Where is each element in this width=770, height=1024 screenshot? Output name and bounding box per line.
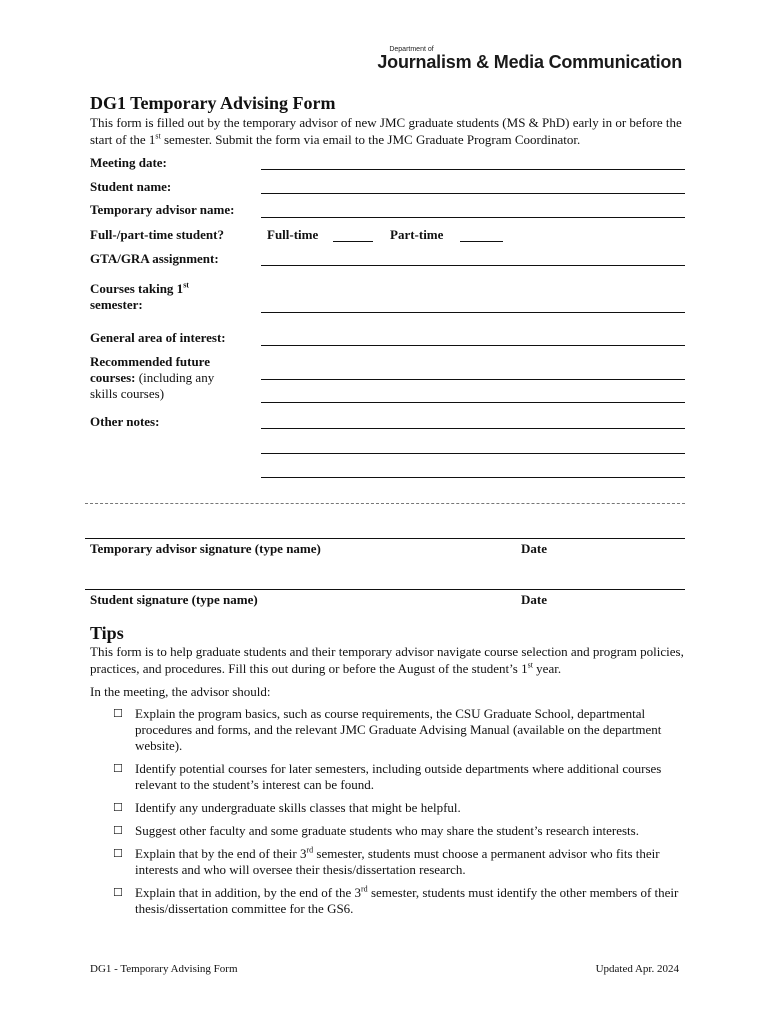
checkbox-icon[interactable]: ☐ [113,801,123,814]
list-item: ☐ Identify any undergraduate skills classes that might be helpful. [113,800,461,815]
form-title: DG1 Temporary Advising Form [90,93,336,113]
other-notes-label: Other notes: [90,414,160,429]
courses-label: Courses taking 1st semester: [90,280,189,312]
general-area-field[interactable] [261,345,685,346]
logo-department-of: Department of [389,46,434,53]
temp-advisor-label: Temporary advisor name: [90,202,235,217]
checkbox-icon[interactable]: ☐ [113,886,123,899]
list-item: ☐ Explain the program basics, such as course requirements, the CSU Graduate School, departmental procedures and forms, and the relevant JMC Graduate Advising Manual (available on the department website). [113,706,662,753]
gta-gra-label: GTA/GRA assignment: [90,251,219,266]
checkbox-icon[interactable]: ☐ [113,762,123,775]
full-time-label: Full-time [267,227,319,242]
list-item: ☐ Identify potential courses for later semesters, including outside departments where additional courses relevant to the student’s interest can be found. [113,761,662,792]
checkbox-icon[interactable]: ☐ [113,847,123,860]
department-logo [377,46,682,71]
tips-heading: Tips [90,623,124,643]
meeting-date-label: Meeting date: [90,155,167,170]
other-notes-field-1[interactable] [261,428,685,429]
section-divider [85,503,685,504]
courses-field[interactable] [261,312,685,313]
full-time-field[interactable] [333,241,373,242]
logo-jmc: Journalism & Media Communication [377,52,682,72]
form-intro: This form is filled out by the temporary advisor of new JMC graduate students (MS & PhD) early in or before the start of the 1st semester. Submit the form via email to the JMC Graduate Program Coordinator. [90,115,682,147]
student-signature-label: Student signature (type name) [90,592,258,607]
advisor-signature-field[interactable] [85,538,685,539]
footer-form-name: DG1 - Temporary Advising Form [90,963,238,975]
recommended-courses-label: Recommended future courses: (including any skills courses) [90,354,215,401]
tips-intro: This form is to help graduate students and their temporary advisor navigate course selection and program policies, practices, and procedures. Fill this out during or before the August of the student’s 1st year. [90,644,684,676]
student-name-field[interactable] [261,193,685,194]
student-date-label: Date [521,592,547,607]
student-signature-field[interactable] [85,589,685,590]
other-notes-field-3[interactable] [261,477,685,478]
footer-updated: Updated Apr. 2024 [595,963,679,975]
recommended-courses-field-2[interactable] [261,402,685,403]
other-notes-field-2[interactable] [261,453,685,454]
checkbox-icon[interactable]: ☐ [113,824,123,837]
general-area-label: General area of interest: [90,330,226,345]
list-item: ☐ Explain that by the end of their 3rd semester, students must choose a permanent advisor who fits their interests and who will oversee their thesis/dissertation research. [113,845,660,877]
meeting-date-field[interactable] [261,169,685,170]
tips-meeting-text: In the meeting, the advisor should: [90,684,271,699]
list-item: ☐ Explain that in addition, by the end of the 3rd semester, students must identify the other members of their thesis/dissertation committee for the GS6. [113,884,679,916]
recommended-courses-field-1[interactable] [261,379,685,380]
gta-gra-field[interactable] [261,265,685,266]
advisor-date-label: Date [521,541,547,556]
checkbox-icon[interactable]: ☐ [113,707,123,720]
advisor-signature-label: Temporary advisor signature (type name) [90,541,321,556]
part-time-label: Part-time [390,227,444,242]
temp-advisor-field[interactable] [261,217,685,218]
student-name-label: Student name: [90,179,172,194]
tips-list [113,706,693,924]
full-part-label: Full-/part-time student? [90,227,224,242]
list-item: ☐ Suggest other faculty and some graduate students who may share the student’s research interests. [113,823,639,838]
part-time-field[interactable] [460,241,503,242]
